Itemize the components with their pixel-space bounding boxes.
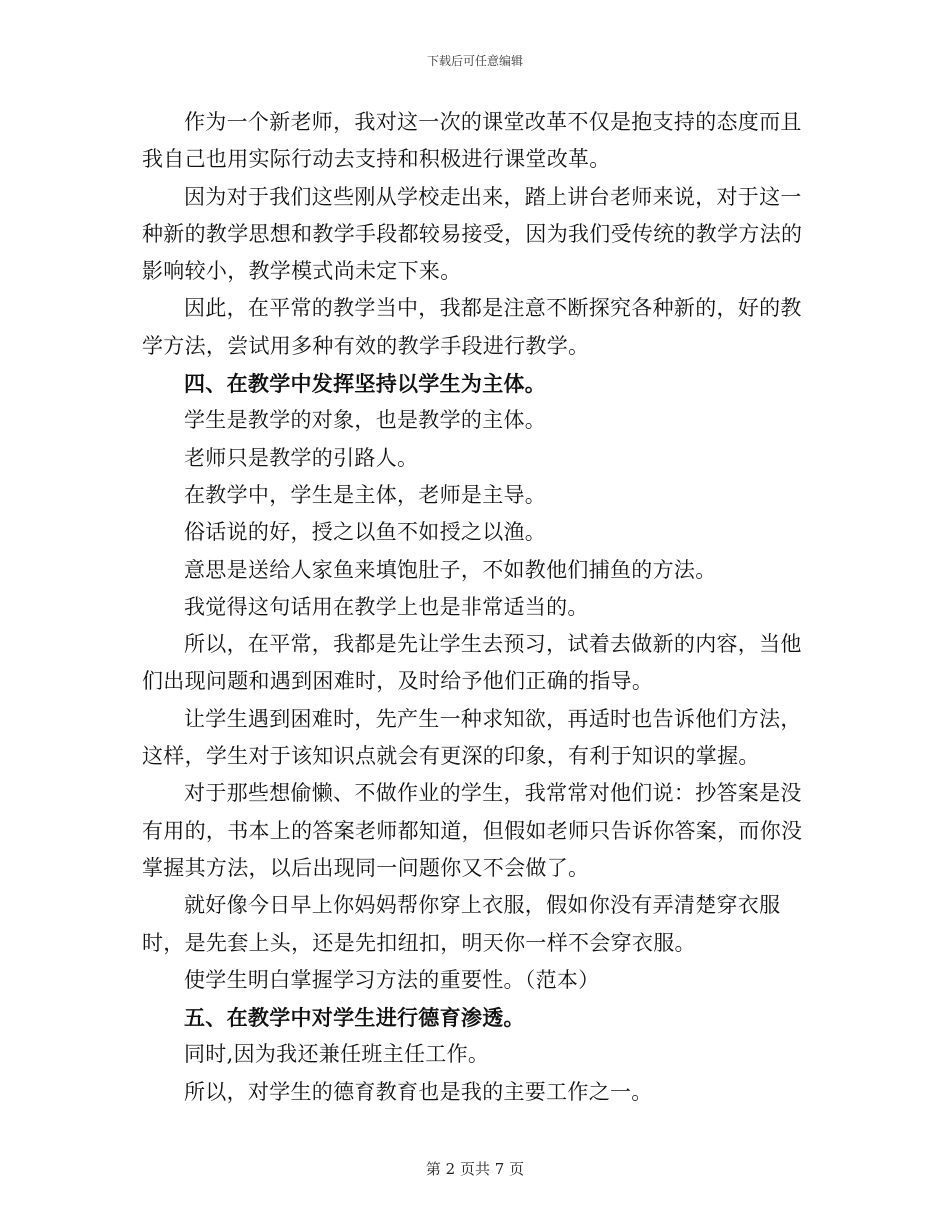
page-number: 第 2 页共 7 页 (425, 1160, 525, 1178)
paragraph: 使学生明白掌握学习方法的重要性。（范本） (184, 967, 600, 992)
paragraph: 在教学中，学生是主体，老师是主导。 (184, 482, 547, 507)
paragraph: 就好像今日早上你妈妈帮你穿上衣服，假如你没有弄清楚穿衣服时，是先套上头，还是先扣纽扣，明天你一样不会穿衣服。 (142, 893, 781, 955)
section-heading: 四、在教学中发挥坚持以学生为主体。 (184, 371, 547, 397)
paragraph: 同时,因为我还兼任班主任工作。 (184, 1042, 490, 1067)
paragraph: 因为对于我们这些刚从学校走出来，踏上讲台老师来说，对于这一种新的教学思想和教学手段都较易接受，因为我们受传统的教学方法的影响较小，教学模式尚未定下来。 (142, 184, 803, 284)
paragraph: 所以，对学生的德育教育也是我的主要工作之一。 (184, 1079, 653, 1104)
section-heading: 五、在教学中对学生进行德育渗透。 (184, 1005, 525, 1031)
paragraph: 因此，在平常的教学当中，我都是注意不断探究各种新的，好的教学方法，尝试用多种有效的教学手段进行教学。 (142, 296, 802, 358)
paragraph: 老师只是教学的引路人。 (184, 445, 419, 470)
paragraph: 意思是送给人家鱼来填饱肚子，不如教他们捕鱼的方法。 (184, 557, 717, 582)
paragraph: 俗话说的好，授之以鱼不如授之以渔。 (184, 520, 547, 545)
page-header: 下载后可任意编辑 (426, 54, 523, 68)
paragraph: 我觉得这句话用在教学上也是非常适当的。 (184, 594, 589, 619)
paragraph: 学生是教学的对象，也是教学的主体。 (184, 408, 547, 433)
paragraph: 作为一个新老师，我对这一次的课堂改革不仅是抱支持的态度而且我自己也用实际行动去支持和积极进行课堂改革。 (142, 110, 802, 172)
paragraph: 所以，在平常，我都是先让学生去预习，试着去做新的内容，当他们出现问题和遇到困难时，及时给予他们正确的指导。 (142, 632, 802, 694)
paragraph: 让学生遇到困难时，先产生一种求知欲，再适时也告诉他们方法，这样，学生对于该知识点就会有更深的印象，有利于知识的掌握。 (142, 706, 802, 769)
document-body (142, 104, 807, 1111)
paragraph: 对于那些想偷懒、不做作业的学生，我常常对他们说：抄答案是没有用的，书本上的答案老师都知道，但假如老师只告诉你答案，而你没掌握其方法，以后出现同一问题你又不会做了。 (142, 781, 803, 880)
